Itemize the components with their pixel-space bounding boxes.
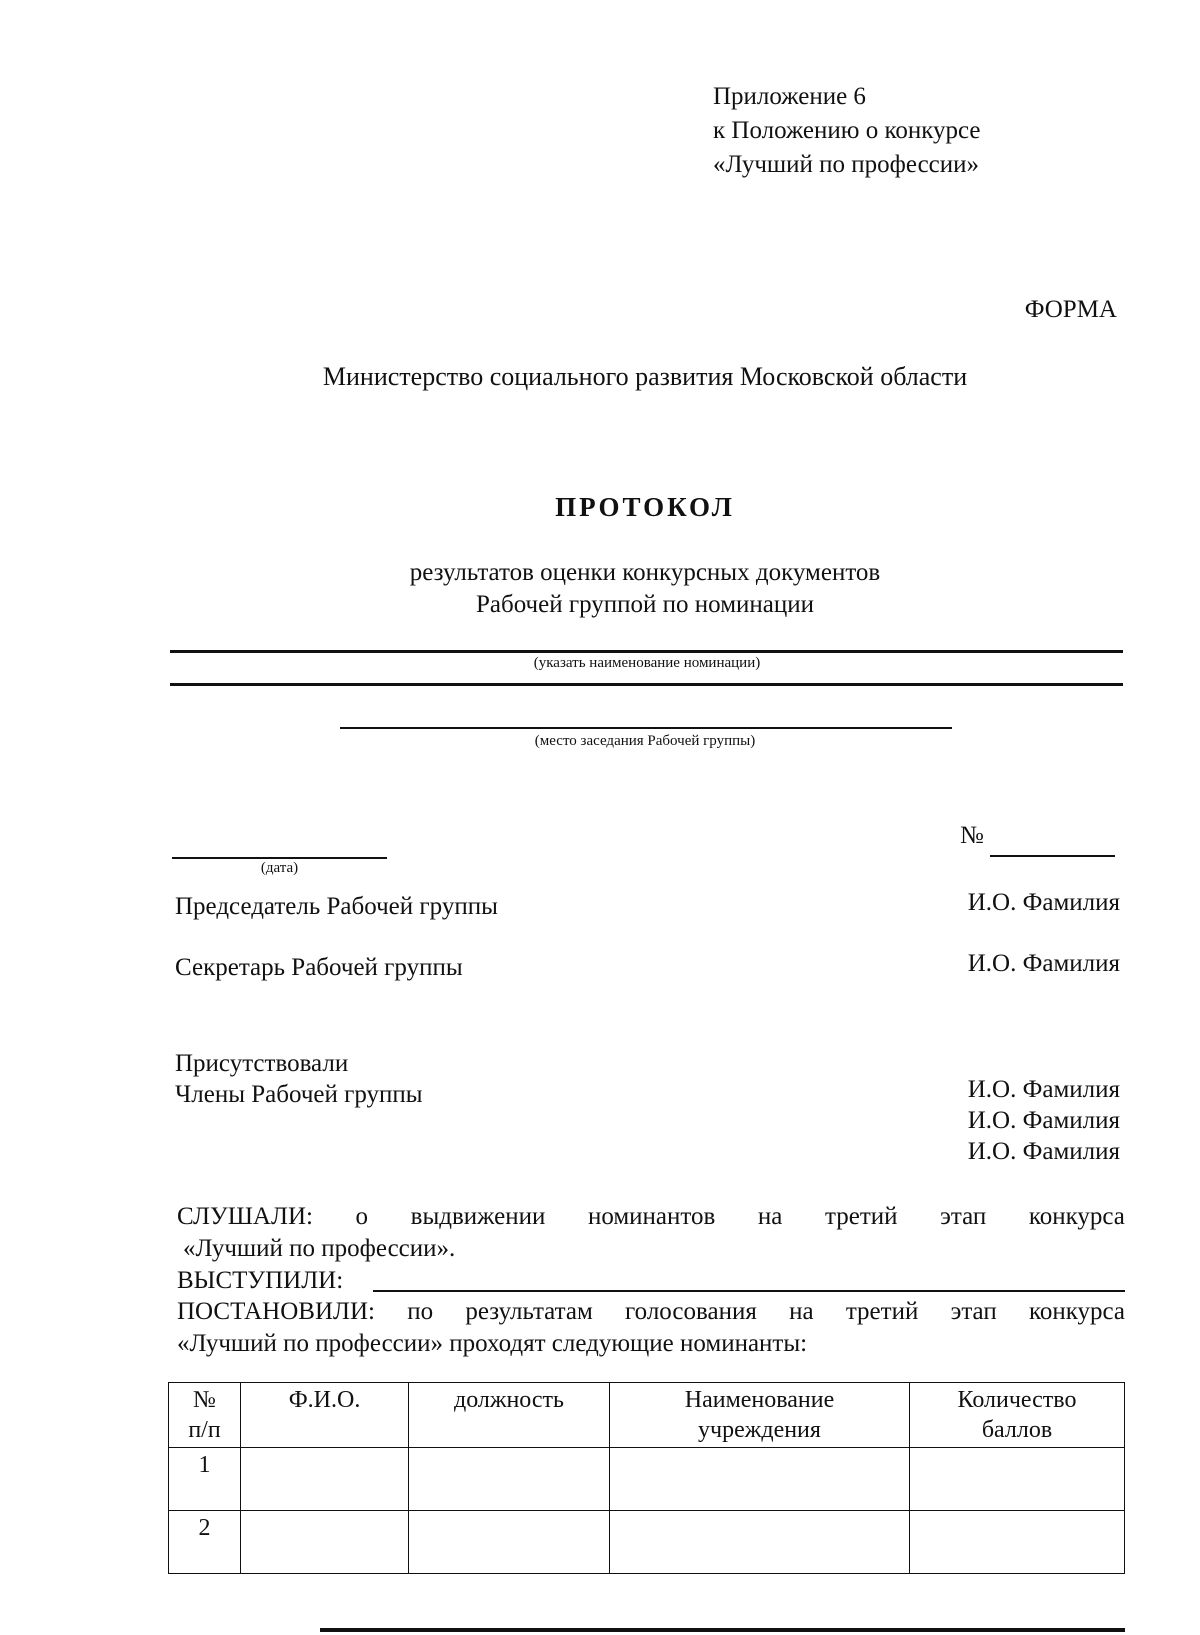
appendix-block xyxy=(713,80,981,182)
protocol-number-line xyxy=(990,855,1115,857)
protocol-subtitle-line-2: Рабочей группой по номинации xyxy=(475,591,815,618)
cell-organization xyxy=(610,1511,910,1574)
member-name-1: И.О. Фамилия xyxy=(967,1076,1120,1103)
cell-position xyxy=(409,1448,610,1511)
protocol-number-label: № xyxy=(960,822,984,849)
page-bottom-rule xyxy=(320,1628,1125,1632)
decided-word: ПОСТАНОВИЛИ: xyxy=(177,1298,375,1325)
nominees-table xyxy=(168,1382,1125,1574)
secretary-name: И.О. Фамилия xyxy=(967,950,1120,977)
chair-name: И.О. Фамилия xyxy=(967,889,1120,916)
members-label: Члены Рабочей группы xyxy=(175,1081,423,1108)
heard-paragraph xyxy=(177,1201,1125,1265)
spoke-label: ВЫСТУПИЛИ: xyxy=(177,1267,344,1294)
header-organization-line-2: учреждения xyxy=(698,1417,821,1443)
decided-word: этап xyxy=(950,1298,997,1325)
decided-word: на xyxy=(789,1298,814,1325)
heard-word: третий xyxy=(825,1203,898,1230)
present-label: Присутствовали xyxy=(175,1050,349,1077)
header-fio: Ф.И.О. xyxy=(241,1383,409,1448)
secretary-label: Секретарь Рабочей группы xyxy=(175,954,463,981)
heard-line-1 xyxy=(177,1201,1125,1233)
cell-fio xyxy=(241,1511,409,1574)
table-row xyxy=(169,1511,1125,1574)
heard-word: на xyxy=(757,1203,783,1230)
decided-word: конкурса xyxy=(1028,1298,1125,1325)
decided-word: третий xyxy=(845,1298,919,1325)
header-organization xyxy=(610,1383,910,1448)
heard-word: выдвижении xyxy=(410,1203,546,1230)
protocol-title: ПРОТОКОЛ xyxy=(555,492,735,522)
protocol-subtitle xyxy=(0,557,1200,621)
decided-word: голосования xyxy=(625,1298,757,1325)
decided-paragraph xyxy=(177,1296,1125,1360)
header-score-line-1: Количество xyxy=(957,1387,1077,1413)
table-header-row xyxy=(169,1383,1125,1448)
heard-word: о xyxy=(355,1203,369,1230)
heard-line-2: «Лучший по профессии». xyxy=(183,1235,456,1262)
nomination-line-top xyxy=(170,650,1123,653)
cell-position xyxy=(409,1511,610,1574)
meeting-place-caption: (место заседания Рабочей группы) xyxy=(534,733,756,749)
decided-word: по xyxy=(407,1298,434,1325)
heard-word: СЛУШАЛИ: xyxy=(177,1203,313,1230)
date-line xyxy=(172,857,387,859)
header-score xyxy=(910,1383,1125,1448)
protocol-subtitle-line-1: результатов оценки конкурсных документов xyxy=(409,559,881,586)
cell-fio xyxy=(241,1448,409,1511)
chair-label: Председатель Рабочей группы xyxy=(175,893,498,920)
date-caption: (дата) xyxy=(260,860,299,876)
heard-word: этап xyxy=(940,1203,987,1230)
cell-organization xyxy=(610,1448,910,1511)
row-number: 1 xyxy=(169,1448,241,1511)
appendix-line-1: Приложение 6 xyxy=(713,83,866,110)
header-organization-line-1: Наименование xyxy=(684,1387,835,1413)
appendix-line-3: «Лучший по профессии» xyxy=(713,151,980,178)
form-label: ФОРМА xyxy=(1024,296,1117,323)
heard-word: номинантов xyxy=(587,1203,716,1230)
decided-line-1 xyxy=(177,1296,1125,1328)
cell-score xyxy=(910,1511,1125,1574)
member-name-2: И.О. Фамилия xyxy=(967,1107,1120,1134)
nomination-caption: (указать наименование номинации) xyxy=(533,655,761,671)
header-number-line-1: № xyxy=(193,1387,216,1413)
nomination-line-bottom xyxy=(170,683,1123,686)
ministry-title: Министерство социального развития Московской области xyxy=(322,362,968,391)
spoke-line xyxy=(373,1290,1125,1292)
appendix-line-2: к Положению о конкурсе xyxy=(713,117,981,144)
header-score-line-2: баллов xyxy=(981,1417,1053,1443)
meeting-place-line xyxy=(340,727,952,729)
decided-line-2: «Лучший по профессии» проходят следующие номинанты: xyxy=(177,1330,808,1357)
heard-word: конкурса xyxy=(1028,1203,1125,1230)
member-name-3: И.О. Фамилия xyxy=(967,1138,1120,1165)
row-number: 2 xyxy=(169,1511,241,1574)
table-row xyxy=(169,1448,1125,1511)
header-number xyxy=(169,1383,241,1448)
decided-word: результатам xyxy=(465,1298,593,1325)
header-number-line-2: п/п xyxy=(188,1417,221,1443)
header-position: должность xyxy=(409,1383,610,1448)
cell-score xyxy=(910,1448,1125,1511)
